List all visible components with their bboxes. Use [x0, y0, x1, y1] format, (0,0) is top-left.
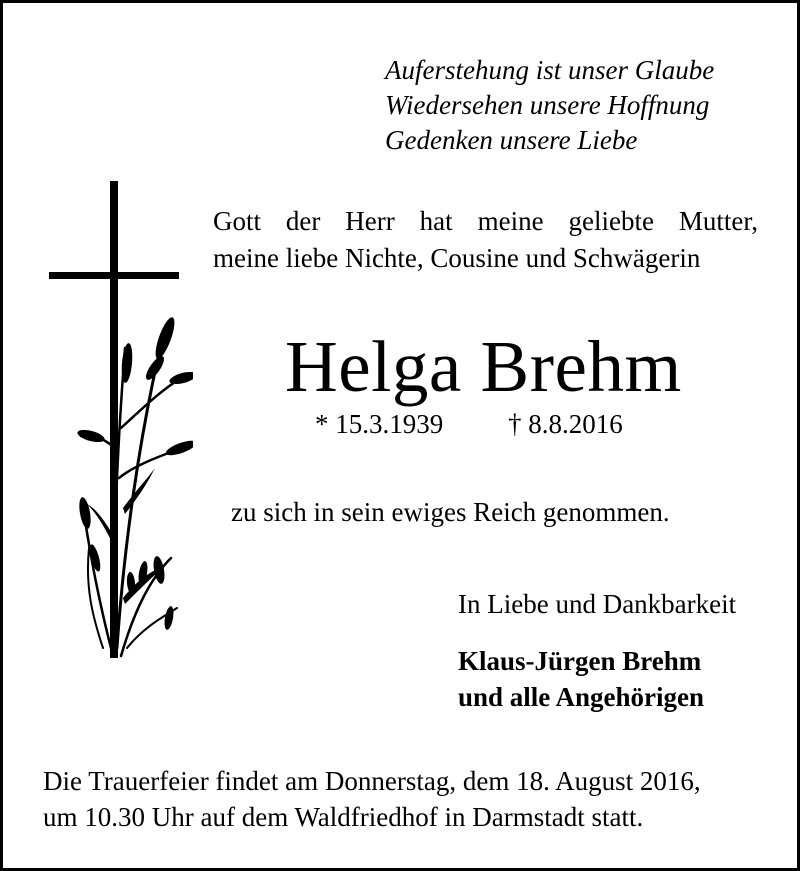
- closing-phrase: In Liebe und Dankbarkeit: [458, 589, 737, 619]
- service-line-1: Die Trauerfeier findet am Donnerstag, dem 18. August 2016,: [43, 766, 701, 796]
- motto-line-1: Auferstehung ist unser Glaube: [385, 55, 715, 85]
- mourners: [458, 643, 704, 715]
- motto: [385, 53, 714, 158]
- intro-text: [213, 203, 758, 277]
- death-date: † 8.8.2016: [508, 409, 623, 439]
- intro-line-1: Gott der Herr hat meine geliebte Mutter,: [213, 206, 758, 236]
- mourner-line-1: Klaus-Jürgen Brehm: [458, 646, 702, 676]
- motto-line-2: Wiedersehen unsere Hoffnung: [385, 90, 710, 120]
- taken-text: zu sich in sein ewiges Reich genommen.: [231, 497, 670, 527]
- service-line-2: um 10.30 Uhr auf dem Waldfriedhof in Darmstadt statt.: [43, 802, 644, 832]
- deceased-name: Helga Brehm: [285, 326, 682, 407]
- mourner-line-2: und alle Angehörigen: [458, 682, 705, 712]
- birth-date: * 15.3.1939: [315, 409, 444, 439]
- service-info: [43, 763, 701, 835]
- motto-line-3: Gedenken unsere Liebe: [385, 125, 638, 155]
- cross-with-wheat-icon: [43, 178, 193, 663]
- intro-line-2: meine liebe Nichte, Cousine und Schwägerin: [213, 243, 701, 273]
